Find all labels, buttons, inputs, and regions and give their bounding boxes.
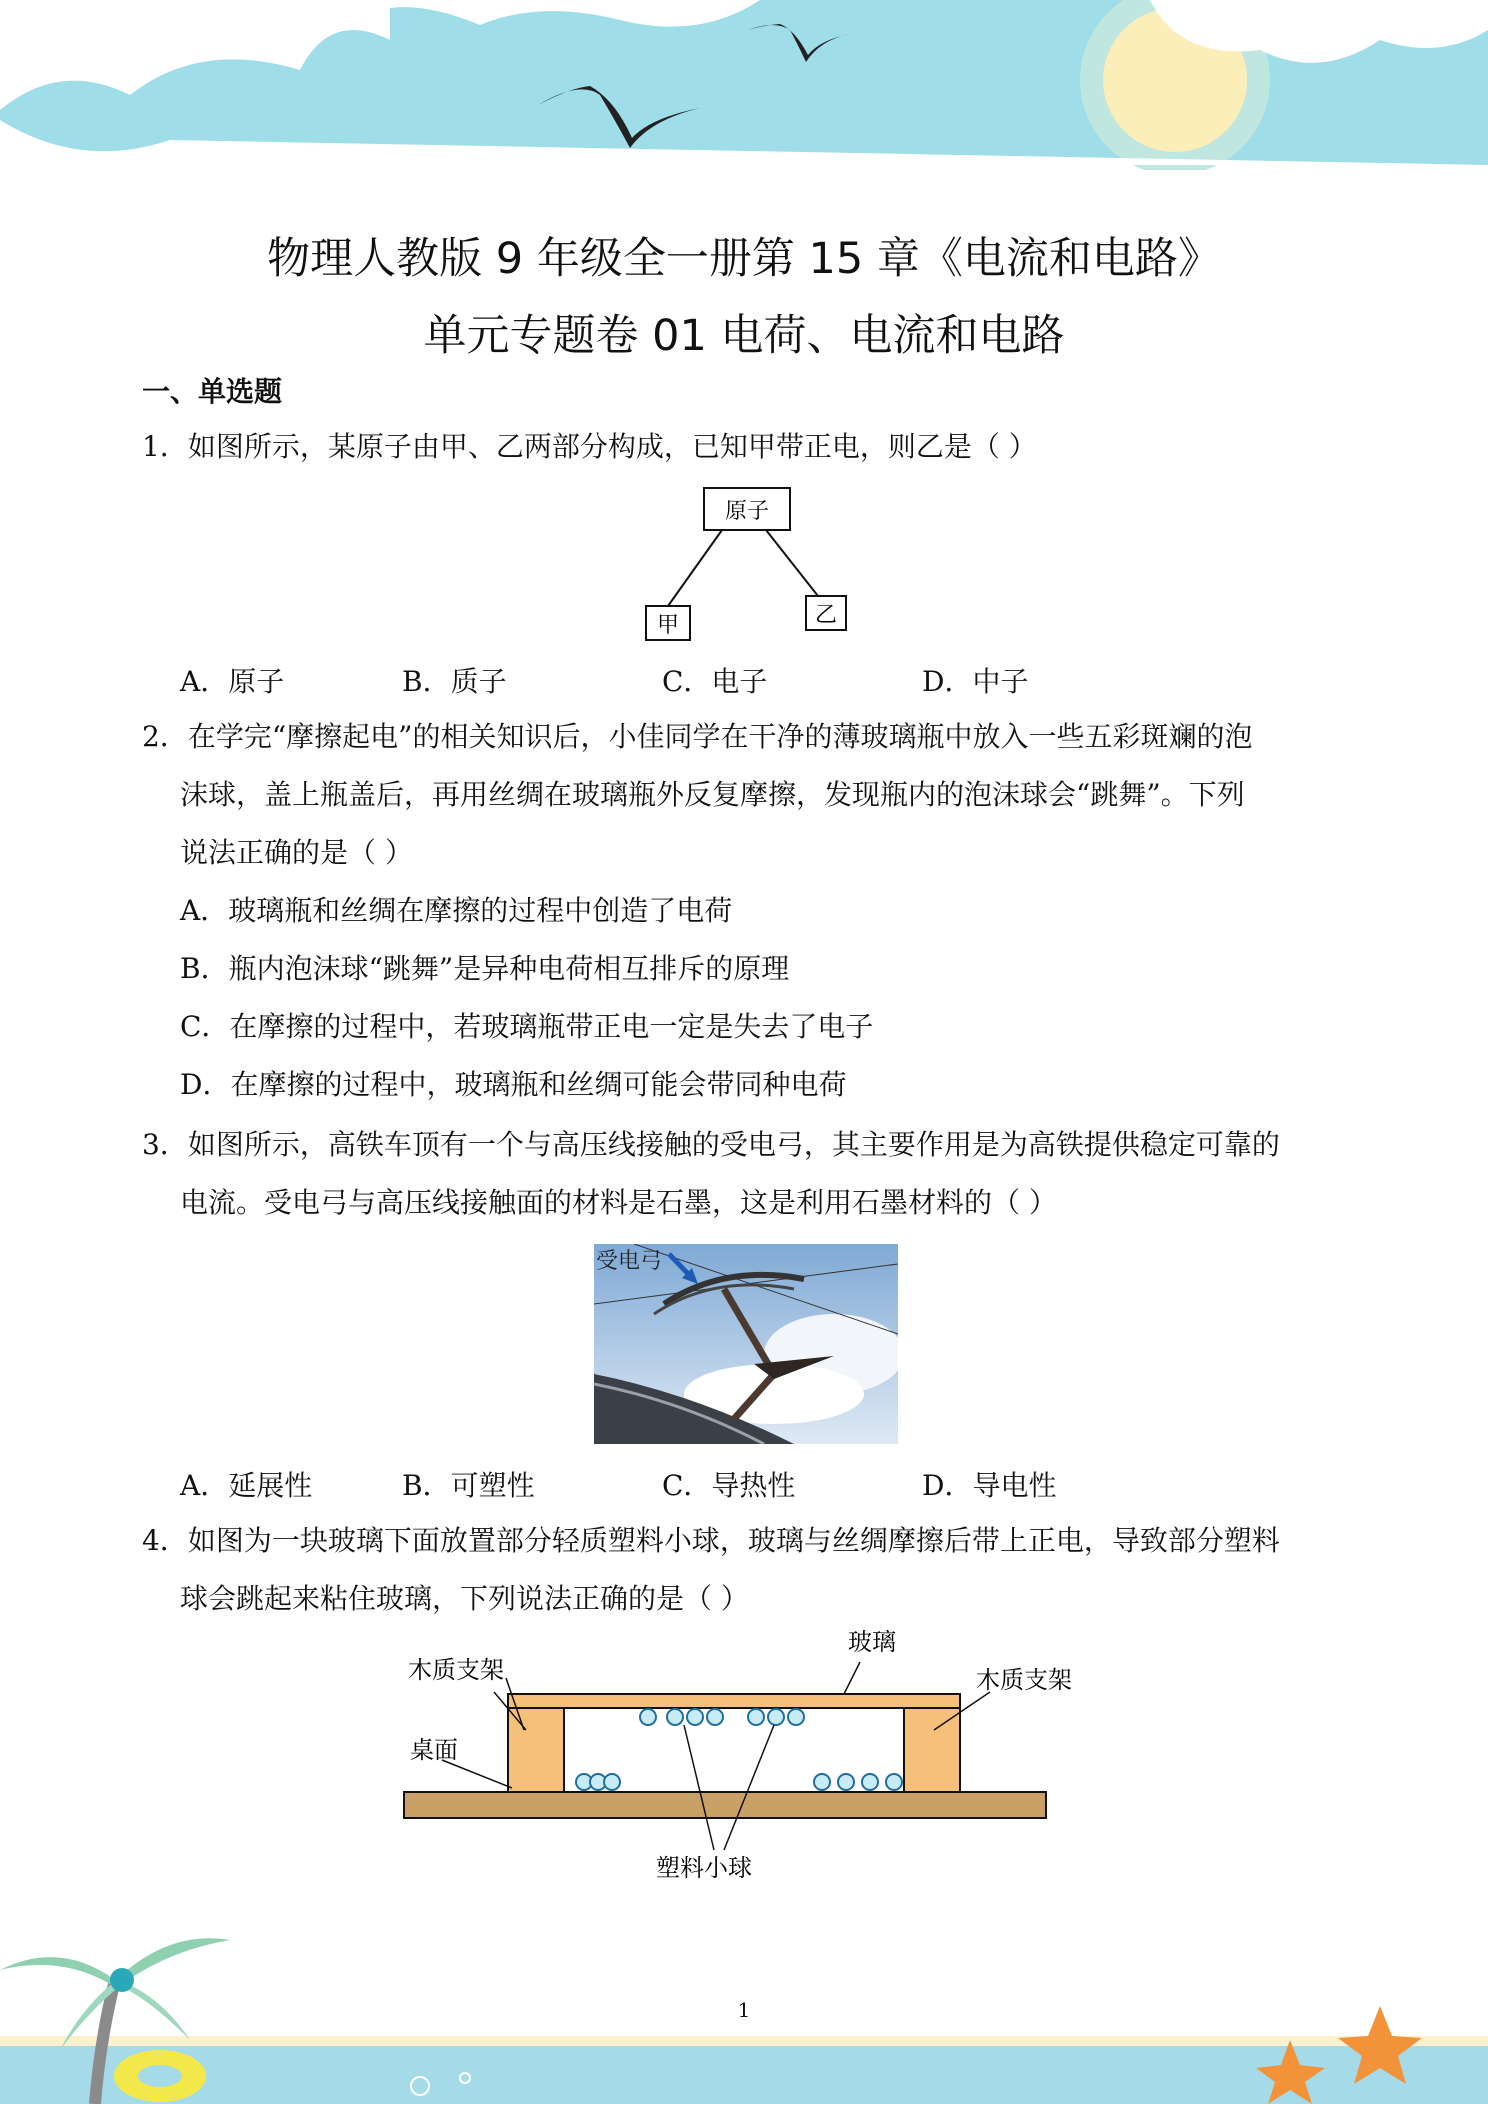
pantograph-label: 受电弓 <box>596 1249 663 1274</box>
atom-label: 原子 <box>724 499 770 524</box>
option-c[interactable]: C．导热性 <box>662 1469 796 1502</box>
question-number: 1． <box>142 430 188 463</box>
table-label: 桌面 <box>410 1736 458 1764</box>
question-stem-line: 电流。受电弓与高压线接触面的材料是石墨，这是利用石墨材料的（ ） <box>180 1186 1057 1219</box>
option-a[interactable]: A．原子 <box>180 665 285 698</box>
page-subtitle: 单元专题卷 01 电荷、电流和电路 <box>423 311 1065 361</box>
option-c[interactable]: C．电子 <box>662 665 768 698</box>
question-stem-line: 在学完“摩擦起电”的相关知识后，小佳同学在干净的薄玻璃瓶中放入一些五彩斑斓的泡 <box>187 720 1253 753</box>
option-a[interactable]: A．延展性 <box>180 1469 313 1502</box>
section-heading: 一、单选题 <box>142 375 283 408</box>
option-a[interactable]: A．玻璃瓶和丝绸在摩擦的过程中创造了电荷 <box>180 894 733 927</box>
question-stem: 如图所示，某原子由甲、乙两部分构成，已知甲带正电，则乙是（ ） <box>187 430 1037 463</box>
glass-balls-diagram <box>394 1630 1114 1890</box>
part-jia-label: 甲 <box>656 613 680 638</box>
question-number: 2． <box>142 720 188 753</box>
option-b[interactable]: B．质子 <box>402 665 507 698</box>
question-1 <box>142 418 1352 476</box>
balls-label: 塑料小球 <box>656 1854 752 1882</box>
footer-beach-banner <box>0 1900 1488 2104</box>
page-title: 物理人教版 9 年级全一册第 15 章《电流和电路》 <box>267 234 1221 284</box>
question-3 <box>142 1116 1352 1232</box>
header-sky-banner <box>0 0 1488 170</box>
question-4 <box>142 1512 1352 1628</box>
part-yi-label: 乙 <box>814 603 838 628</box>
question-stem-line: 如图为一块玻璃下面放置部分轻质塑料小球，玻璃与丝绸摩擦后带上正电，导致部分塑料 <box>187 1524 1280 1557</box>
question-2 <box>142 708 1352 1114</box>
support-left-label: 木质支架 <box>408 1656 504 1684</box>
question-stem-line: 沫球，盖上瓶盖后，再用丝绸在玻璃瓶外反复摩擦，发现瓶内的泡沫球会“跳舞”。下列 <box>180 778 1245 811</box>
question-number: 4． <box>142 1524 188 1557</box>
option-d[interactable]: D．中子 <box>922 665 1029 698</box>
option-d[interactable]: D．导电性 <box>922 1469 1057 1502</box>
option-b[interactable]: B．可塑性 <box>402 1469 535 1502</box>
pantograph-photo <box>594 1244 898 1444</box>
question-stem-line: 说法正确的是（ ） <box>180 836 413 869</box>
option-c[interactable]: C．在摩擦的过程中，若玻璃瓶带正电一定是失去了电子 <box>180 1010 874 1043</box>
atom-structure-diagram <box>640 486 860 642</box>
option-b[interactable]: B．瓶内泡沫球“跳舞”是异种电荷相互排斥的原理 <box>180 952 790 985</box>
support-right-label: 木质支架 <box>976 1666 1072 1694</box>
question-stem-line: 如图所示，高铁车顶有一个与高压线接触的受电弓，其主要作用是为高铁提供稳定可靠的 <box>187 1128 1280 1161</box>
page-number: 1 <box>737 1998 751 2022</box>
option-d[interactable]: D．在摩擦的过程中，玻璃瓶和丝绸可能会带同种电荷 <box>180 1068 847 1101</box>
glass-label: 玻璃 <box>848 1630 896 1656</box>
question-number: 3． <box>142 1128 188 1161</box>
question-stem-line: 球会跳起来粘住玻璃，下列说法正确的是（ ） <box>180 1582 749 1615</box>
